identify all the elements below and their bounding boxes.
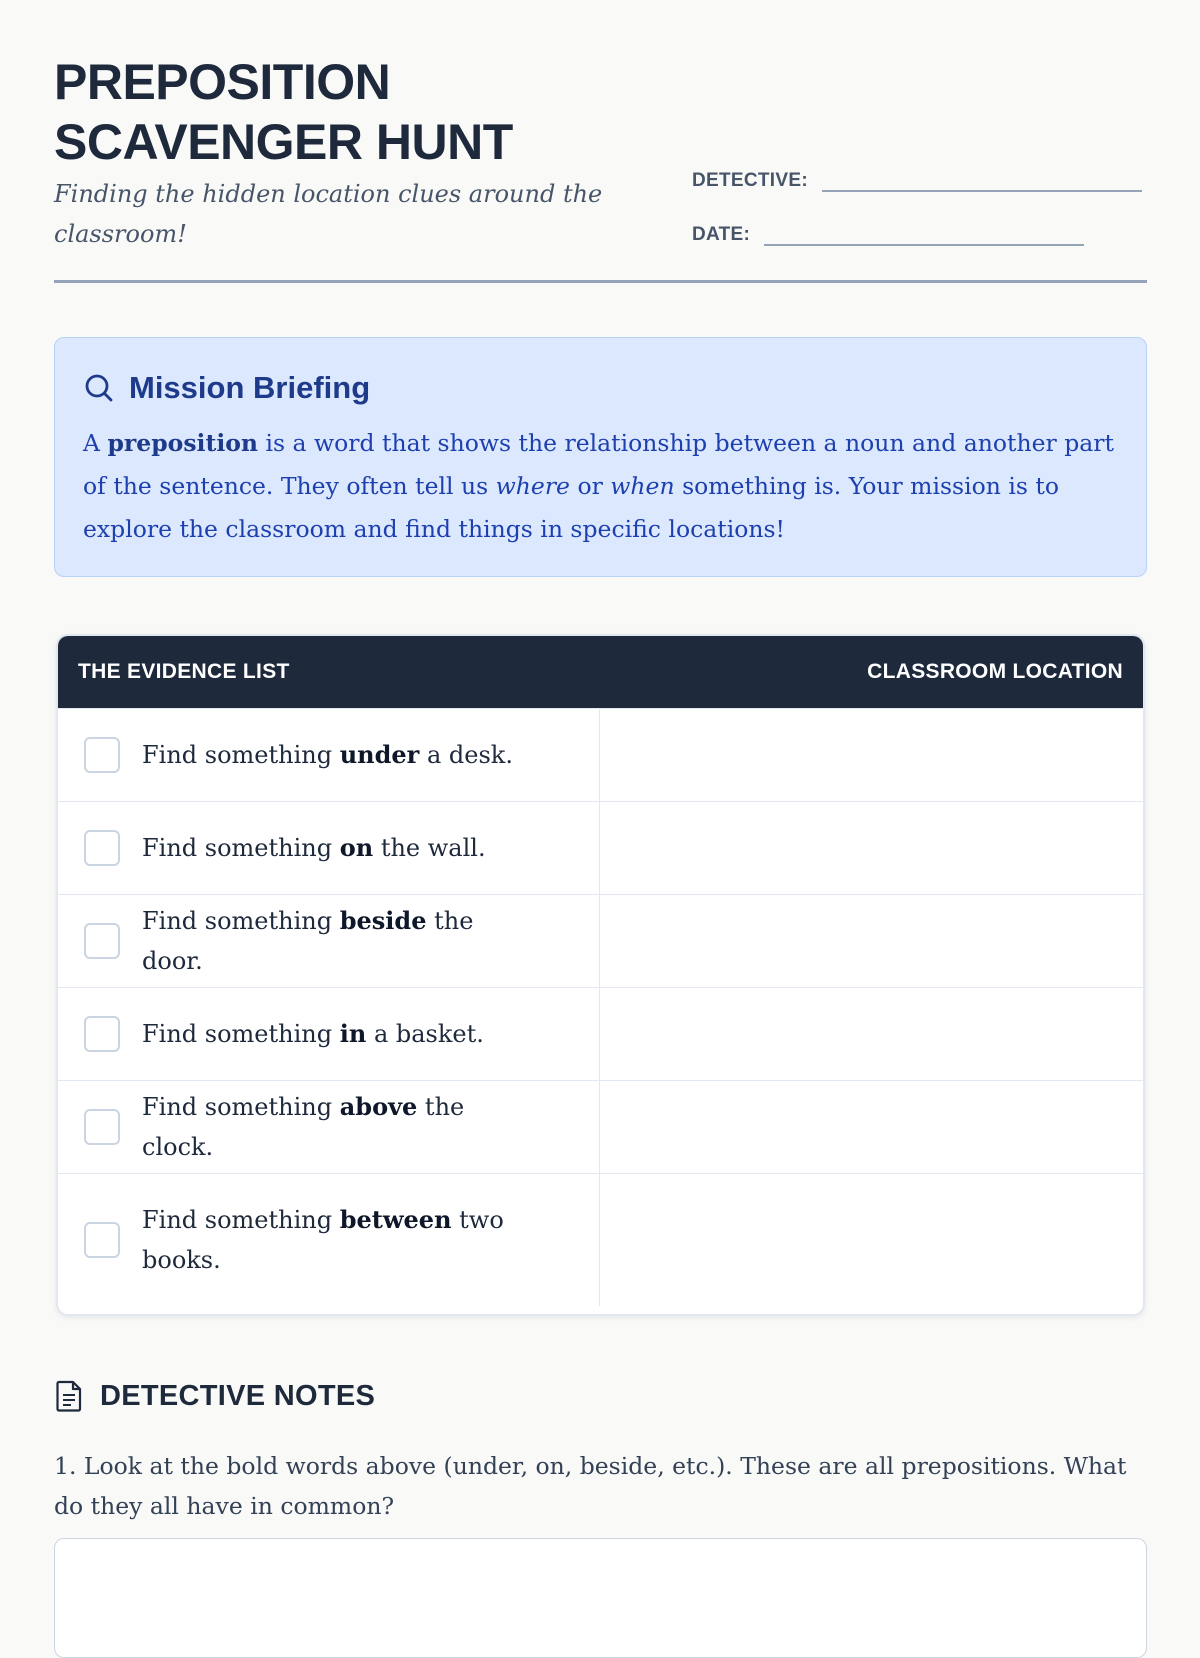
- title-line-1: PREPOSITION: [54, 54, 391, 110]
- preposition-word: under: [339, 740, 420, 769]
- evidence-row: [58, 1173, 1143, 1306]
- evidence-task-text: [142, 1087, 522, 1167]
- detective-notes-header: [54, 1376, 375, 1416]
- task-text-part: two books.: [142, 1206, 504, 1274]
- briefing-keyword: preposition: [107, 429, 259, 457]
- briefing-text-part: is a word that shows the relationship between a noun and another part of the sentence. They often tell us: [83, 429, 1114, 500]
- evidence-checkbox[interactable]: [84, 1016, 120, 1052]
- briefing-text-part: something is. Your mission is to explore the classroom and find things in specific locations!: [83, 472, 1060, 543]
- task-text-part: Find something: [142, 834, 340, 862]
- detective-field: [692, 164, 1142, 192]
- evidence-list-heading: THE EVIDENCE LIST: [78, 660, 290, 683]
- preposition-word: beside: [339, 906, 427, 935]
- preposition-word: on: [339, 833, 374, 862]
- worksheet-header: [54, 0, 1147, 284]
- evidence-task-text: [142, 1014, 522, 1054]
- document-icon: [54, 1380, 84, 1412]
- location-answer-cell[interactable]: [600, 988, 1143, 1080]
- evidence-checkbox[interactable]: [84, 737, 120, 773]
- location-answer-cell[interactable]: [600, 1174, 1143, 1306]
- mission-briefing-box: [54, 337, 1147, 577]
- evidence-task-cell: [58, 988, 600, 1080]
- task-text-part: Find something: [142, 1020, 340, 1048]
- task-text-part: the clock.: [142, 1093, 465, 1161]
- notes-question-1: 1. Look at the bold words above (under, on, beside, etc.). These are all prepositions. What do they all have in common?: [54, 1452, 1127, 1520]
- task-text-part: the door.: [142, 907, 474, 975]
- date-label: DATE:: [692, 224, 751, 245]
- evidence-task-text: [142, 735, 522, 775]
- briefing-title: Mission Briefing: [129, 370, 371, 405]
- task-text-part: a desk.: [419, 741, 513, 769]
- detective-label: DETECTIVE:: [692, 170, 808, 191]
- evidence-row: [58, 1080, 1143, 1173]
- answer-box-1[interactable]: [54, 1538, 1147, 1658]
- evidence-task-text: [142, 901, 522, 981]
- header-divider: [54, 280, 1147, 283]
- evidence-task-cell: [58, 802, 600, 894]
- date-input-line[interactable]: [764, 218, 1084, 246]
- briefing-text-part: A: [83, 429, 108, 457]
- page-title: [54, 52, 674, 172]
- location-answer-cell[interactable]: [600, 802, 1143, 894]
- preposition-word: above: [339, 1092, 418, 1121]
- preposition-word: between: [339, 1205, 452, 1234]
- classroom-location-heading: CLASSROOM LOCATION: [867, 660, 1123, 683]
- worksheet-page: [54, 0, 1147, 1520]
- location-answer-cell[interactable]: [600, 895, 1143, 987]
- evidence-row: [58, 708, 1143, 801]
- evidence-checkbox[interactable]: [84, 830, 120, 866]
- evidence-checkbox[interactable]: [84, 923, 120, 959]
- task-text-part: Find something: [142, 1206, 340, 1234]
- evidence-table-header: [58, 636, 1143, 708]
- task-text-part: the wall.: [373, 834, 486, 862]
- evidence-task-cell: [58, 1174, 600, 1306]
- briefing-text: [83, 422, 1118, 551]
- evidence-task-cell: [58, 709, 600, 801]
- search-icon: [83, 372, 115, 404]
- briefing-where: where: [495, 472, 570, 500]
- evidence-checkbox[interactable]: [84, 1109, 120, 1145]
- evidence-task-cell: [58, 1081, 600, 1173]
- evidence-task-cell: [58, 895, 600, 987]
- briefing-header: [83, 368, 1118, 408]
- location-answer-cell[interactable]: [600, 1081, 1143, 1173]
- subtitle: Finding the hidden location clues around the classroom!: [54, 180, 603, 248]
- title-line-2: SCAVENGER HUNT: [54, 114, 513, 170]
- evidence-table: [56, 634, 1145, 1316]
- date-field: [692, 218, 1084, 246]
- briefing-text-part: or: [569, 472, 611, 500]
- evidence-checkbox[interactable]: [84, 1222, 120, 1258]
- evidence-row: [58, 801, 1143, 894]
- detective-input-line[interactable]: [822, 164, 1142, 192]
- detective-notes-title: DETECTIVE NOTES: [100, 1379, 376, 1412]
- evidence-task-text: [142, 828, 522, 868]
- preposition-word: in: [339, 1019, 367, 1048]
- evidence-task-text: [142, 1200, 522, 1280]
- briefing-when: when: [610, 472, 675, 500]
- evidence-row: [58, 894, 1143, 987]
- task-text-part: Find something: [142, 1093, 340, 1121]
- task-text-part: a basket.: [366, 1020, 484, 1048]
- evidence-row: [58, 987, 1143, 1080]
- task-text-part: Find something: [142, 741, 340, 769]
- location-answer-cell[interactable]: [600, 709, 1143, 801]
- task-text-part: Find something: [142, 907, 340, 935]
